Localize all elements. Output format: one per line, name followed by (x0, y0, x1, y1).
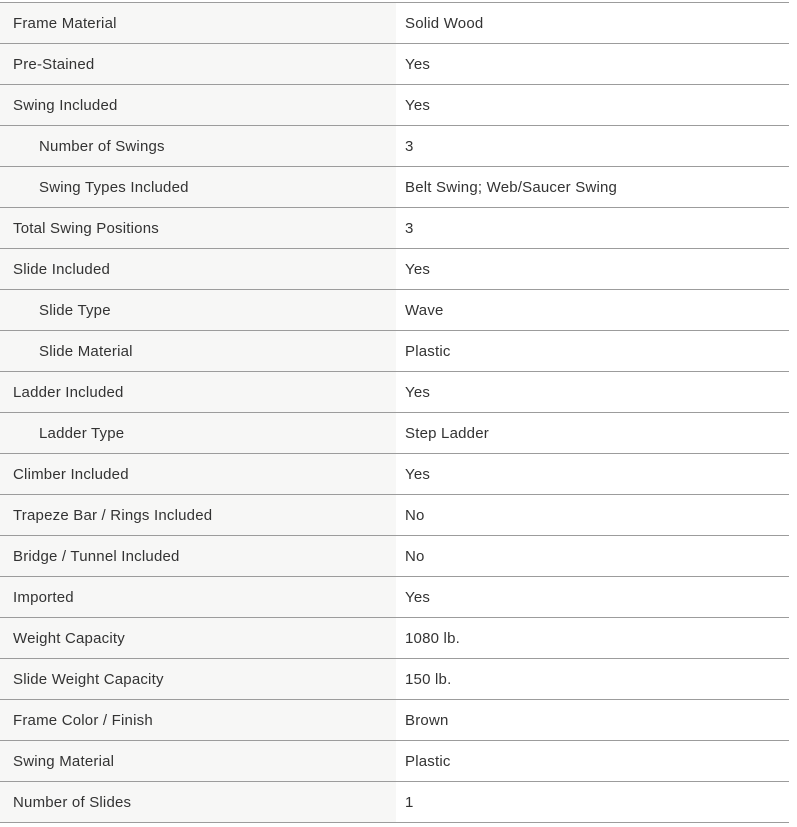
spec-row (0, 454, 789, 495)
spec-value: Solid Wood (396, 3, 789, 43)
spec-label: Swing Included (0, 85, 396, 125)
spec-value: No (396, 495, 789, 535)
spec-value: Yes (396, 249, 789, 289)
spec-label: Ladder Type (0, 413, 396, 453)
spec-label: Climber Included (0, 454, 396, 494)
spec-label: Trapeze Bar / Rings Included (0, 495, 396, 535)
spec-row (0, 700, 789, 741)
spec-row (0, 3, 789, 44)
spec-value: Plastic (396, 741, 789, 781)
spec-row (0, 331, 789, 372)
spec-label: Frame Color / Finish (0, 700, 396, 740)
spec-value: Brown (396, 700, 789, 740)
spec-value: 3 (396, 126, 789, 166)
spec-row (0, 618, 789, 659)
product-specifications-table (0, 2, 789, 823)
spec-label: Slide Weight Capacity (0, 659, 396, 699)
spec-row (0, 372, 789, 413)
spec-value: 1080 lb. (396, 618, 789, 658)
spec-value: Yes (396, 454, 789, 494)
spec-value: Belt Swing; Web/Saucer Swing (396, 167, 789, 207)
spec-label: Total Swing Positions (0, 208, 396, 248)
spec-label: Number of Swings (0, 126, 396, 166)
spec-label: Imported (0, 577, 396, 617)
spec-row (0, 741, 789, 782)
spec-value: Plastic (396, 331, 789, 371)
spec-row (0, 44, 789, 85)
spec-label: Bridge / Tunnel Included (0, 536, 396, 576)
spec-label: Slide Included (0, 249, 396, 289)
spec-label: Slide Type (0, 290, 396, 330)
spec-row (0, 782, 789, 823)
spec-label: Swing Types Included (0, 167, 396, 207)
spec-label: Ladder Included (0, 372, 396, 412)
spec-label: Weight Capacity (0, 618, 396, 658)
spec-value: Step Ladder (396, 413, 789, 453)
spec-row (0, 85, 789, 126)
spec-value: Yes (396, 372, 789, 412)
spec-label: Pre-Stained (0, 44, 396, 84)
spec-row (0, 495, 789, 536)
spec-value: 3 (396, 208, 789, 248)
spec-row (0, 536, 789, 577)
spec-value: Yes (396, 577, 789, 617)
spec-row (0, 413, 789, 454)
spec-row (0, 126, 789, 167)
spec-row (0, 659, 789, 700)
spec-row (0, 290, 789, 331)
spec-row (0, 249, 789, 290)
spec-value: 1 (396, 782, 789, 822)
spec-value: 150 lb. (396, 659, 789, 699)
spec-value: Yes (396, 85, 789, 125)
spec-value: Yes (396, 44, 789, 84)
spec-row (0, 167, 789, 208)
spec-row (0, 577, 789, 618)
spec-row (0, 208, 789, 249)
spec-label: Number of Slides (0, 782, 396, 822)
spec-label: Frame Material (0, 3, 396, 43)
spec-value: Wave (396, 290, 789, 330)
spec-label: Slide Material (0, 331, 396, 371)
spec-label: Swing Material (0, 741, 396, 781)
spec-value: No (396, 536, 789, 576)
